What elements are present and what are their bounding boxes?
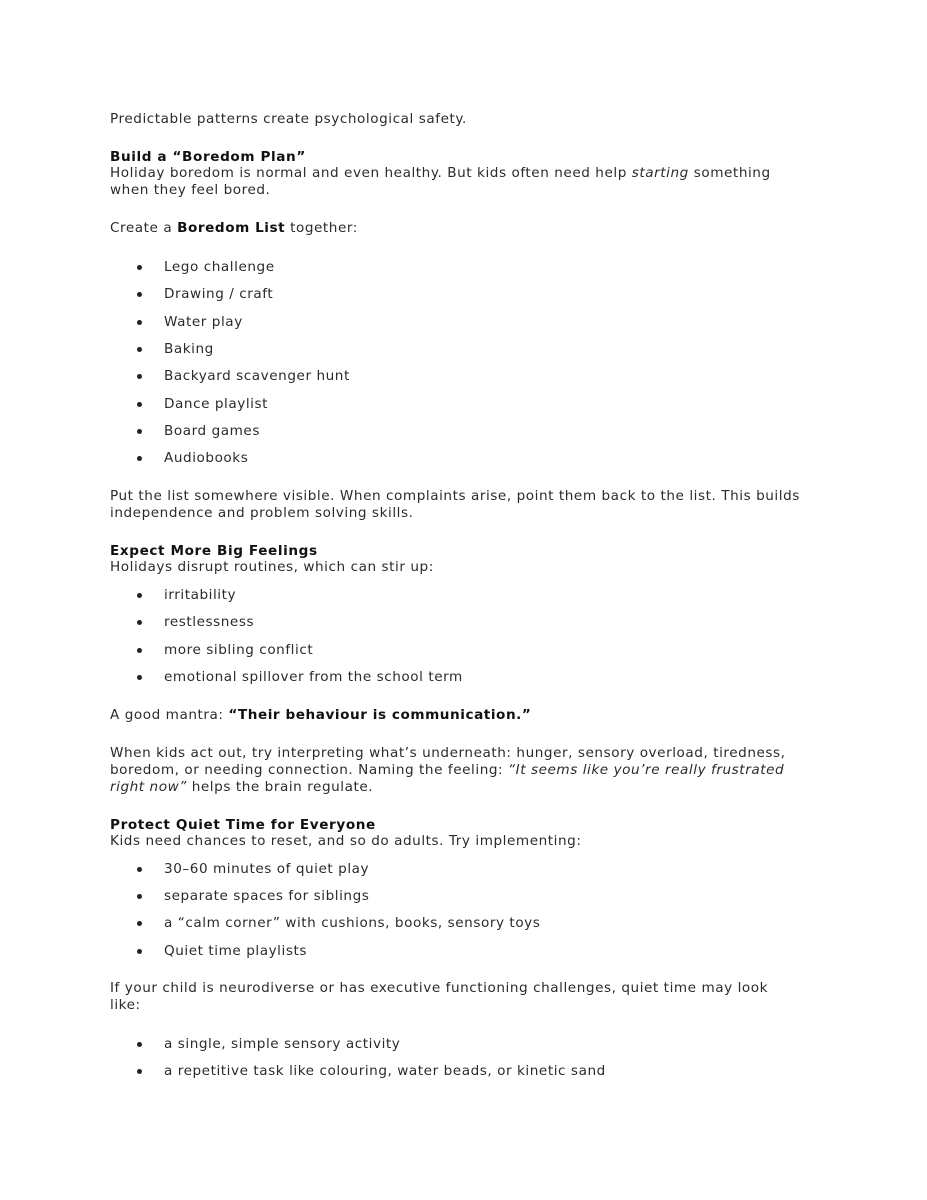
list-item-text: a “calm corner” with cushions, books, sensory toys: [164, 915, 541, 931]
bullet-icon: [137, 1042, 142, 1047]
list-item-text: Dance playlist: [164, 396, 269, 412]
boredom-plan-heading: Build a “Boredom Plan”: [110, 149, 306, 165]
list-item: [110, 1063, 830, 1080]
boredom-list-intro-b: together:: [285, 220, 358, 236]
list-item: [110, 286, 830, 303]
bullet-icon: [137, 949, 142, 954]
list-item: [110, 396, 830, 413]
list-item-text: a repetitive task like colouring, water beads, or kinetic sand: [164, 1063, 606, 1079]
bullet-icon: [137, 593, 142, 598]
bullet-icon: [137, 429, 142, 434]
list-item: [110, 915, 830, 932]
list-item: [110, 614, 830, 631]
big-feelings-heading: Expect More Big Feelings: [110, 543, 318, 559]
boredom-plan-para-line2: when they feel bored.: [110, 182, 271, 198]
list-item-text: Drawing / craft: [164, 286, 274, 302]
big-feelings-intro: Holidays disrupt routines, which can stir up:: [110, 559, 434, 575]
list-item-text: restlessness: [164, 614, 255, 630]
bullet-icon: [137, 320, 142, 325]
list-item-text: emotional spillover from the school term: [164, 669, 463, 685]
intro-text: Predictable patterns create psychological safety.: [110, 111, 467, 127]
bullet-icon: [137, 648, 142, 653]
list-item-text: more sibling conflict: [164, 642, 314, 658]
feelings-para-line2: [110, 762, 830, 779]
list-item: [110, 888, 830, 905]
quiet-time-heading: Protect Quiet Time for Everyone: [110, 817, 376, 833]
feelings-para-line3-em: right now”: [110, 779, 187, 795]
feelings-para-line2-a: boredom, or needing connection. Naming the feeling:: [110, 762, 509, 778]
list-item: [110, 861, 830, 878]
feelings-para-line3-b: helps the brain regulate.: [186, 779, 374, 795]
boredom-closing-line1: Put the list somewhere visible. When complaints arise, point them back to the list. This builds: [110, 488, 800, 504]
list-item-text: irritability: [164, 587, 237, 603]
list-item-text: Water play: [164, 314, 243, 330]
bullet-icon: [137, 265, 142, 270]
neuro-line1: If your child is neurodiverse or has executive functioning challenges, quiet time may look: [110, 980, 769, 996]
list-item-text: separate spaces for siblings: [164, 888, 370, 904]
mantra-label: A good mantra:: [110, 707, 229, 723]
mantra-line: [110, 707, 830, 724]
bullet-icon: [137, 620, 142, 625]
boredom-plan-para-line1: [110, 165, 830, 182]
list-item-text: Backyard scavenger hunt: [164, 368, 350, 384]
list-item: [110, 587, 830, 604]
neuro-line2: like:: [110, 997, 141, 1013]
boredom-plan-para-em: starting: [631, 165, 689, 181]
list-item: [110, 450, 830, 467]
list-item: [110, 642, 830, 659]
list-item-text: Baking: [164, 341, 214, 357]
list-item: [110, 423, 830, 440]
bullet-icon: [137, 456, 142, 461]
list-item-text: 30–60 minutes of quiet play: [164, 861, 370, 877]
list-item: [110, 314, 830, 331]
bullet-icon: [137, 374, 142, 379]
list-item-text: Board games: [164, 423, 260, 439]
list-item: [110, 943, 830, 960]
bullet-icon: [137, 867, 142, 872]
list-item-text: Lego challenge: [164, 259, 275, 275]
list-item: [110, 1036, 830, 1053]
bullet-icon: [137, 347, 142, 352]
boredom-list-intro-a: Create a: [110, 220, 178, 236]
bullet-icon: [137, 675, 142, 680]
bullet-icon: [137, 1069, 142, 1074]
bullet-icon: [137, 402, 142, 407]
feelings-para-line3: [110, 779, 830, 796]
list-item: [110, 368, 830, 385]
mantra-quote: “Their behaviour is communication.”: [228, 707, 532, 723]
boredom-plan-para-a: Holiday boredom is normal and even healthy. But kids often need help: [110, 165, 632, 181]
list-item-text: Audiobooks: [164, 450, 249, 466]
feelings-para-line1: When kids act out, try interpreting what’s underneath: hunger, sensory overload, tiredness,: [110, 745, 786, 761]
list-item-text: Quiet time playlists: [164, 943, 307, 959]
list-item: [110, 259, 830, 276]
boredom-closing-line2: independence and problem solving skills.: [110, 505, 414, 521]
list-item: [110, 669, 830, 686]
bullet-icon: [137, 292, 142, 297]
quiet-time-intro: Kids need chances to reset, and so do adults. Try implementing:: [110, 833, 582, 849]
bullet-icon: [137, 921, 142, 926]
list-item-text: a single, simple sensory activity: [164, 1036, 401, 1052]
list-item: [110, 341, 830, 358]
feelings-para-line2-em: “It seems like you’re really frustrated: [508, 762, 785, 778]
boredom-plan-para-b: something: [688, 165, 771, 181]
boredom-list-intro: [110, 220, 830, 237]
boredom-list-intro-bold: Boredom List: [177, 220, 286, 236]
bullet-icon: [137, 894, 142, 899]
